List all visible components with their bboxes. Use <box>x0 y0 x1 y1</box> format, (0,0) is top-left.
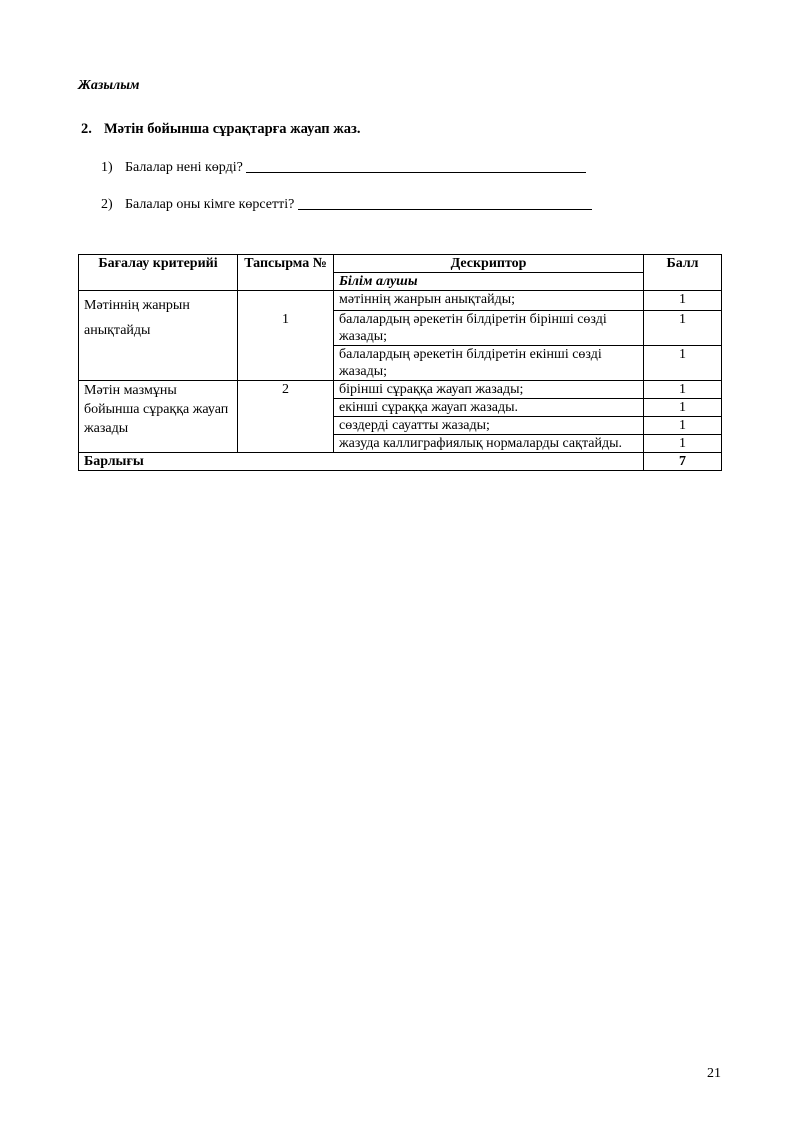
score-cell: 1 <box>644 291 722 311</box>
task-text: Мәтін бойынша сұрақтарға жауап жаз. <box>104 121 361 137</box>
task-heading <box>81 121 360 138</box>
total-row <box>79 453 722 471</box>
page-number: 21 <box>707 1066 721 1081</box>
assessment-table <box>78 254 722 471</box>
question-number: 2) <box>101 197 113 212</box>
descriptor-cell: сөздерді сауатты жазады; <box>334 417 644 435</box>
table-header-row <box>79 255 722 273</box>
header-learner: Білім алушы <box>334 273 644 291</box>
descriptor-cell: екінші сұраққа жауап жазады. <box>334 399 644 417</box>
total-label: Барлығы <box>79 453 644 471</box>
table-row <box>79 381 722 399</box>
descriptor-cell: бірінші сұраққа жауап жазады; <box>334 381 644 399</box>
question-number: 1) <box>101 160 113 175</box>
score-cell: 1 <box>644 417 722 435</box>
score-cell: 1 <box>644 311 722 346</box>
question-text: Балалар нені көрді? <box>125 160 243 175</box>
header-task-no: Тапсырма № <box>238 255 334 291</box>
task-number: 2. <box>81 121 92 137</box>
criterion-cell: Мәтіннің жанрын анықтайды <box>79 291 238 381</box>
task-no-cell: 2 <box>238 381 334 453</box>
question-2 <box>101 195 592 213</box>
descriptor-cell: балалардың әрекетін білдіретін бірінші сөзді жазады; <box>334 311 644 346</box>
header-score: Балл <box>644 255 722 291</box>
descriptor-cell: мәтіннің жанрын анықтайды; <box>334 291 644 311</box>
task-no-cell: 1 <box>238 291 334 381</box>
table-row <box>79 291 722 311</box>
total-score: 7 <box>644 453 722 471</box>
criterion-cell: Мәтін мазмұны бойынша сұраққа жауап жазады <box>79 381 238 453</box>
score-cell: 1 <box>644 399 722 417</box>
question-text: Балалар оны кімге көрсетті? <box>125 197 295 212</box>
score-cell: 1 <box>644 381 722 399</box>
header-criterion: Бағалау критерийі <box>79 255 238 291</box>
question-1 <box>101 158 586 176</box>
descriptor-cell: балалардың әрекетін білдіретін екінші сөзді жазады; <box>334 346 644 381</box>
answer-line[interactable] <box>246 158 586 173</box>
section-title: Жазылым <box>78 78 140 93</box>
score-cell: 1 <box>644 435 722 453</box>
answer-line[interactable] <box>298 195 592 210</box>
score-cell: 1 <box>644 346 722 381</box>
header-descriptor: Дескриптор <box>334 255 644 273</box>
descriptor-cell: жазуда каллиграфиялық нормаларды сақтайды. <box>334 435 644 453</box>
